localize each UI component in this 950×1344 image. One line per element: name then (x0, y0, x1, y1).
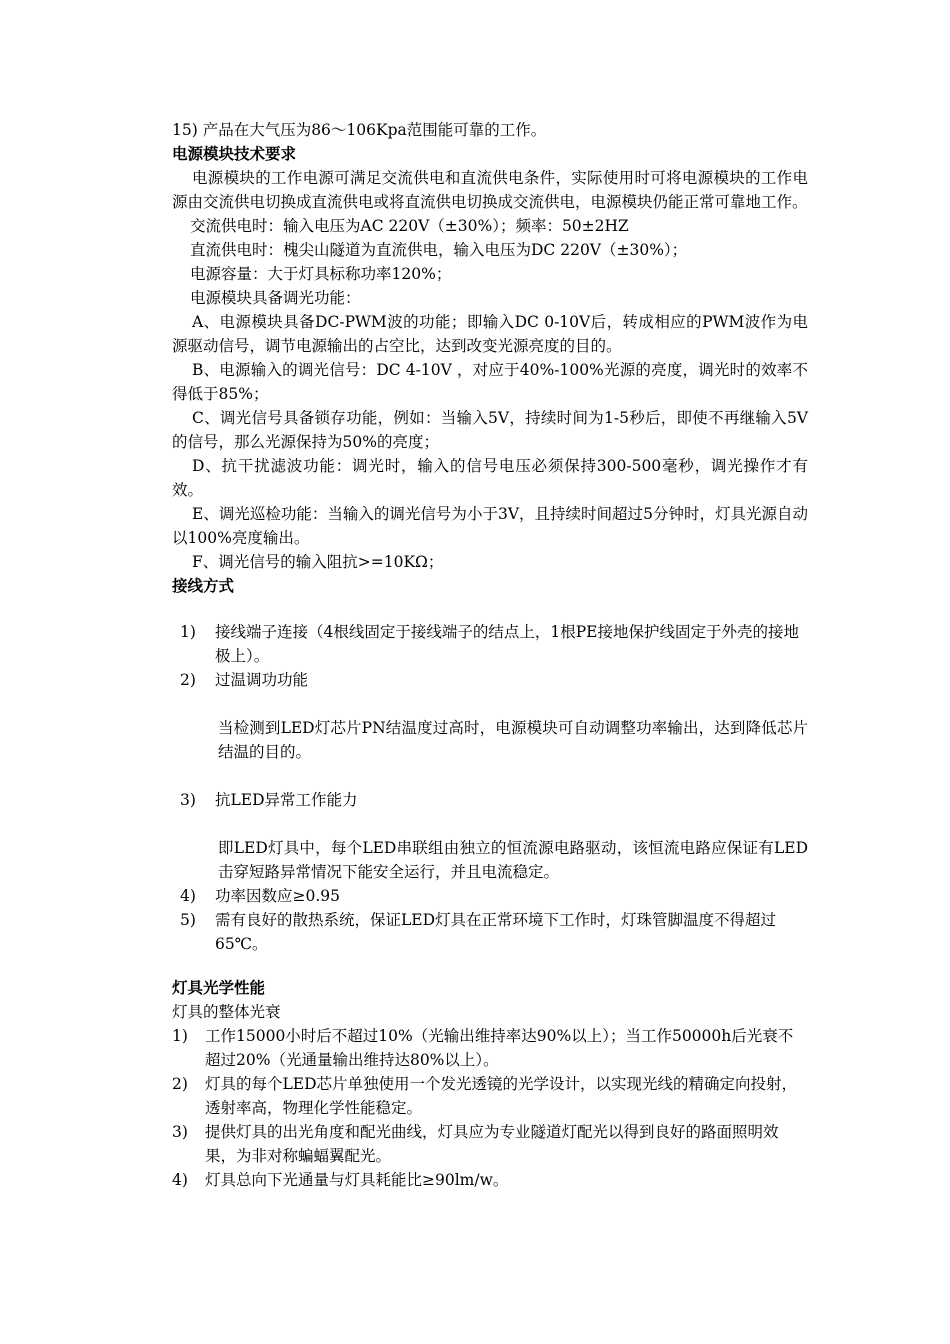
list-number: 2) (172, 1075, 188, 1093)
function-a: A、电源模块具备DC-PWM波的功能；即输入DC 0-10V后，转成相应的PWM波作为电源驱动信号，调节电源输出的占空比，达到改变光源亮度的目的。 (172, 313, 808, 355)
list-item (172, 620, 808, 668)
list-item (172, 1120, 808, 1168)
spacer (172, 692, 808, 716)
list-text: 抗LED异常工作能力 (215, 791, 358, 809)
function-e: E、调光巡检功能：当输入的调光信号为小于3V，且持续时间超过5分钟时，灯具光源自动以100%亮度输出。 (172, 505, 808, 547)
list-item (172, 788, 808, 812)
list-number: 3) (180, 791, 196, 809)
list-number: 1) (172, 1027, 188, 1045)
document-page (172, 118, 808, 1192)
spacer (172, 764, 808, 788)
spacer (172, 812, 808, 836)
optical-subheading: 灯具的整体光衰 (172, 1003, 281, 1021)
function-f: F、调光信号的输入阻抗>=10KΩ； (192, 553, 444, 571)
led-fault-description: 即LED灯具中，每个LED串联组由独立的恒流源电路驱动，该恒流电路应保证有LED击穿短路异常情况下能安全运行，并且电流稳定。 (218, 839, 808, 881)
list-text: 提供灯具的出光角度和配光曲线，灯具应为专业隧道灯配光以得到良好的路面照明效果，为非对称蝙蝠翼配光。 (205, 1123, 779, 1165)
spacer (172, 956, 808, 976)
list-item (172, 1024, 808, 1072)
spacer (172, 598, 808, 620)
list-item (172, 884, 808, 908)
list-text: 接线端子连接（4根线固定于接线端子的结点上，1根PE接地保护线固定于外壳的接地极上）。 (215, 623, 799, 665)
list-text: 功率因数应≥0.95 (215, 887, 340, 905)
wiring-list (172, 620, 808, 692)
list-text: 过温调功功能 (215, 671, 309, 689)
wiring-list-cont (172, 788, 808, 812)
overtemp-description: 当检测到LED灯芯片PN结温度过高时，电源模块可自动调整功率输出，达到降低芯片结温的目的。 (218, 719, 808, 761)
list-item (172, 1072, 808, 1120)
function-b: B、电源输入的调光信号：DC 4-10V ，对应于40%-100%光源的亮度，调光时的效率不得低于85%； (172, 361, 808, 403)
intro-item: 15) 产品在大气压为86～106Kpa范围能可靠的工作。 (172, 121, 547, 139)
ac-supply-line: 交流供电时：输入电压为AC 220V（±30%）；频率：50±2HZ (190, 217, 629, 235)
list-number: 3) (172, 1123, 188, 1141)
optical-list (172, 1024, 808, 1192)
wiring-heading: 接线方式 (172, 577, 235, 595)
list-number: 2) (180, 671, 196, 689)
list-number: 5) (180, 911, 196, 929)
list-item (172, 668, 808, 692)
list-number: 1) (180, 623, 196, 641)
wiring-list-tail (172, 884, 808, 956)
power-module-heading: 电源模块技术要求 (172, 145, 297, 163)
list-text: 工作15000小时后不超过10%（光输出维持率达90%以上）；当工作50000h后光衰不超过20%（光通量输出维持达80%以上）。 (205, 1027, 794, 1069)
function-c: C、调光信号具备锁存功能，例如：当输入5V，持续时间为1-5秒后，即使不再继输入5V的信号，那么光源保持为50%的亮度； (172, 409, 808, 451)
list-number: 4) (180, 887, 196, 905)
list-text: 灯具总向下光通量与灯具耗能比≥90lm/w。 (205, 1171, 509, 1189)
list-item (172, 1168, 808, 1192)
dc-supply-line: 直流供电时：槐尖山隧道为直流供电，输入电压为DC 220V（±30%）； (190, 241, 688, 259)
dimming-intro-line: 电源模块具备调光功能： (190, 289, 361, 307)
power-module-paragraph: 电源模块的工作电源可满足交流供电和直流供电条件，实际使用时可将电源模块的工作电源由交流供电切换成直流供电或将直流供电切换成交流供电，电源模块仍能正常可靠地工作。 (172, 169, 808, 211)
list-item (172, 908, 808, 956)
optical-heading: 灯具光学性能 (172, 979, 266, 997)
list-text: 需有良好的散热系统，保证LED灯具在正常环境下工作时，灯珠管脚温度不得超过65℃。 (215, 911, 777, 953)
capacity-line: 电源容量：大于灯具标称功率120%； (190, 265, 452, 283)
function-d: D、抗干扰滤波功能：调光时，输入的信号电压必须保持300-500毫秒，调光操作才有效。 (172, 457, 808, 499)
list-number: 4) (172, 1171, 188, 1189)
list-text: 灯具的每个LED芯片单独使用一个发光透镜的光学设计，以实现光线的精确定向投射，透射率高，物理化学性能稳定。 (205, 1075, 798, 1117)
